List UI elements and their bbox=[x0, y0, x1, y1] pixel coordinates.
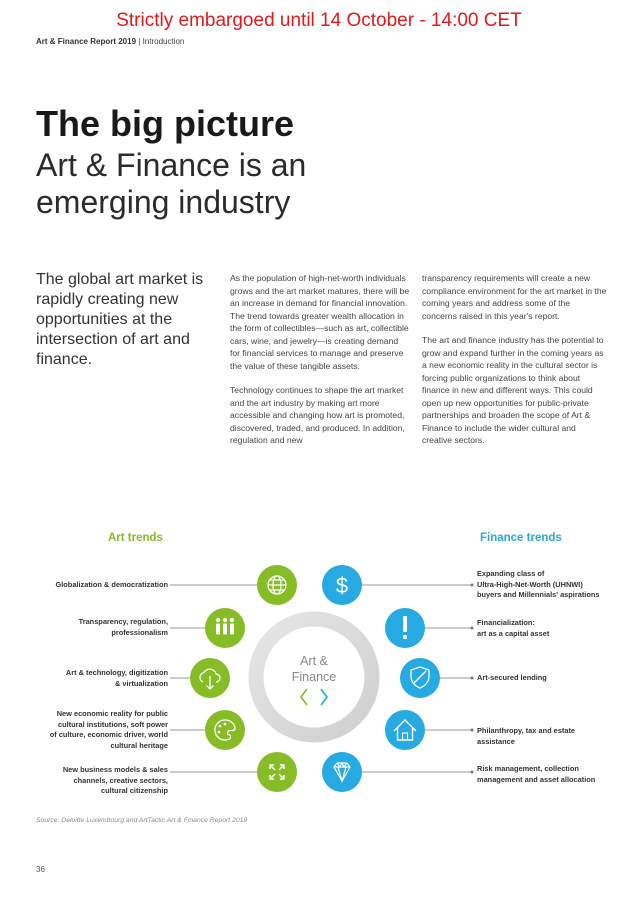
art-trends-heading: Art trends bbox=[108, 532, 163, 544]
section-name: Introduction bbox=[142, 37, 185, 46]
chevron-right-icon bbox=[321, 689, 327, 705]
art-trend-label: cultural institutions, soft power bbox=[57, 719, 168, 729]
art-trend-label: Globalization & democratization bbox=[55, 580, 168, 589]
diamond-icon bbox=[322, 752, 362, 792]
center-label-line: Art & bbox=[300, 654, 328, 668]
exclamation-icon bbox=[385, 608, 425, 648]
people-icon bbox=[205, 608, 245, 648]
subtitle-line: emerging industry bbox=[36, 184, 291, 220]
running-head-separator: | bbox=[138, 37, 141, 46]
subtitle-line: Art & Finance is an bbox=[36, 147, 307, 183]
finance-trend-label: art as a capital asset bbox=[477, 628, 550, 638]
lead-paragraph: The global art market is rapidly creating new opportunities at the intersection of art and finance. bbox=[36, 271, 204, 368]
art-trend-label: of culture, economic driver, world bbox=[49, 730, 168, 739]
finance-trend-label: Financialization: bbox=[477, 618, 535, 627]
dollar-icon bbox=[322, 565, 362, 605]
art-trend-globalization bbox=[55, 580, 168, 591]
finance-trend-label: Ultra-High-Net-Worth (UHNWI) bbox=[477, 579, 583, 589]
finance-trend-label: Risk management, collection bbox=[477, 764, 579, 773]
finance-trends-heading: Finance trends bbox=[480, 532, 562, 544]
finance-trend-label: buyers and Millennials' aspirations bbox=[477, 590, 600, 599]
art-trend-label: channels, creative sectors, bbox=[73, 775, 168, 785]
cloud-download-icon bbox=[190, 658, 230, 698]
finance-trend-label: management and asset allocation bbox=[477, 774, 596, 784]
chevron-left-icon bbox=[301, 689, 307, 705]
palette-icon bbox=[205, 710, 245, 750]
svg-text:$: $ bbox=[335, 573, 349, 598]
art-trend-label: Art & technology, digitization bbox=[65, 668, 168, 677]
art-trend-label: cultural citizenship bbox=[101, 786, 168, 795]
art-trend-technology bbox=[66, 668, 168, 689]
finance-trend-label: assistance bbox=[477, 736, 515, 746]
finance-trend-financialization bbox=[477, 618, 627, 639]
globe-icon bbox=[257, 565, 297, 605]
embargo-notice: Strictly embargoed until 14 October - 14:00 CET bbox=[116, 10, 522, 31]
page-title: The big picture bbox=[36, 103, 295, 144]
art-trend-transparency bbox=[79, 617, 168, 638]
finance-trend-risk-management bbox=[477, 764, 627, 785]
finance-trend-label: Philanthropy, tax and estate bbox=[477, 726, 576, 735]
house-icon bbox=[385, 710, 425, 750]
art-trend-economic-reality bbox=[50, 709, 168, 751]
body-paragraph: As the population of high-net-worth individuals grows and the art market matures, there will be an increase in demand for financial innovation. The trend towards greater wealth allocation in the form of collectibles—such as art, collectible cars, wine, and jewelry—is creating demand for financial services to manage and preserve the value of these tangible assets. bbox=[230, 273, 410, 371]
finance-trend-uhnwi bbox=[477, 569, 627, 601]
art-trend-label: New business models & sales bbox=[62, 765, 168, 774]
art-trend-label: & virtualization bbox=[115, 678, 168, 688]
shield-icon bbox=[400, 658, 440, 698]
center-label-line: Finance bbox=[291, 670, 337, 684]
body-paragraph: transparency requirements will create a new compliance environment for the art market in the coming years and address some of the concerns raised in this year's report. bbox=[422, 273, 607, 321]
finance-trend-label: Expanding class of bbox=[477, 569, 545, 578]
page-number: 36 bbox=[36, 865, 45, 874]
art-trend-business-models bbox=[63, 765, 168, 797]
expand-arrows-icon bbox=[257, 752, 297, 792]
finance-trend-lending bbox=[477, 673, 627, 684]
art-trend-label: New economic reality for public bbox=[56, 709, 168, 718]
source-note: Source: Deloitte Luxembourg and ArtTactic Art & Finance Report 2019 bbox=[36, 817, 248, 824]
art-trend-label: professionalism bbox=[111, 627, 168, 637]
body-paragraph: The art and finance industry has the potential to grow and expand further in the coming years as a new economic reality in the cultural sector is forcing public organizations to think about finance in new and different ways. This could open up new opportunities for public-private partnerships and broaden the scope of Art & Finance to include the wider cultural and creative sectors. bbox=[422, 335, 604, 445]
art-trend-label: cultural heritage bbox=[110, 740, 168, 750]
finance-trend-label: Art-secured lending bbox=[477, 673, 547, 682]
finance-trend-philanthropy bbox=[477, 726, 627, 747]
art-trend-label: Transparency, regulation, bbox=[78, 617, 168, 626]
body-paragraph: Technology continues to shape the art market and the art industry by making art more accessible and changing how art is promoted, discovered, traded, and produced. In addition, regulation and new bbox=[230, 385, 405, 445]
report-name: Art & Finance Report 2019 bbox=[36, 37, 137, 46]
